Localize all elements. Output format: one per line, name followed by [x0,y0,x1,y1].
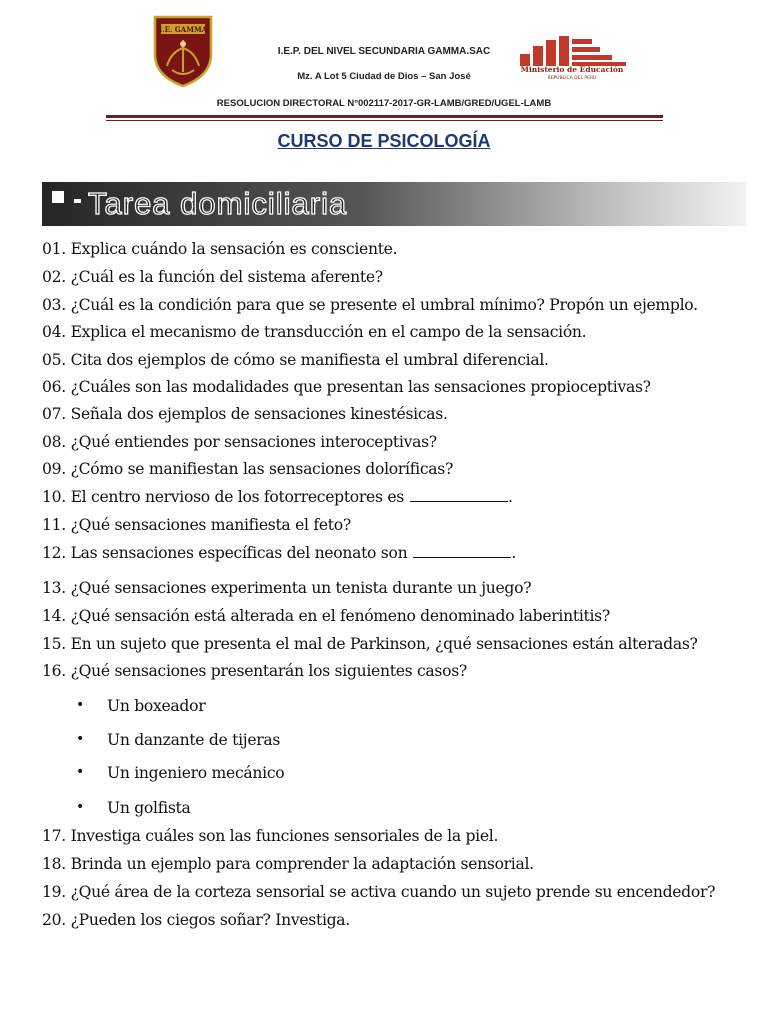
question-item: 14. ¿Qué sensación está alterada en el fenómeno denominado laberintitis? [42,607,610,625]
ministry-sub: REPÚBLICA DEL PERÚ [547,76,597,81]
dash-icon [74,199,81,203]
question-item: 04. Explica el mecanismo de transducción en el campo de la sensación. [42,323,587,341]
section-title: Tarea domiciliaria [88,186,348,221]
question-item: 01. Explica cuándo la sensación es consciente. [42,240,398,258]
square-bullet-icon [52,191,64,203]
question-item: 08. ¿Qué entiendes por sensaciones interoceptivas? [42,433,437,451]
question-item: 20. ¿Pueden los ciegos soñar? Investiga. [42,911,350,929]
answer-blank [410,501,508,502]
case-item: Un boxeador [107,697,206,715]
header-divider-thin [106,120,663,121]
logo-text: I.E. GAMMA [158,25,208,34]
question-item: 15. En un sujeto que presenta el mal de Parkinson, ¿qué sensaciones están alteradas? [42,635,698,653]
question-item: 11. ¿Qué sensaciones manifiesta el feto? [42,516,351,534]
question-item: 03. ¿Cuál es la condición para que se presente el umbral mínimo? Propón un ejemplo. [42,296,698,314]
question-item: 12. Las sensaciones específicas del neonato son . [42,544,516,562]
question-item: 17. Investiga cuáles son las funciones sensoriales de la piel. [42,827,499,845]
case-item: Un danzante de tijeras [107,731,281,749]
question-item: 07. Señala dos ejemplos de sensaciones kinestésicas. [42,405,448,423]
bullet-icon: • [76,764,85,780]
resolution-number: RESOLUCION DIRECTORAL N°002117-2017-GR-LAMB/GRED/UGEL-LAMB [216,98,552,109]
question-item: 10. El centro nervioso de los fotorreceptores es . [42,488,513,506]
question-item: 19. ¿Qué área de la corteza sensorial se activa cuando un sujeto prende su encendedor? [42,883,716,901]
school-address: Mz. A Lot 5 Ciudad de Dios – San José [297,71,471,82]
case-item: Un ingeniero mecánico [107,764,285,782]
question-item: 02. ¿Cuál es la función del sistema aferente? [42,268,383,286]
question-item: 05. Cita dos ejemplos de cómo se manifiesta el umbral diferencial. [42,351,549,369]
question-item: 16. ¿Qué sensaciones presentarán los siguientes casos? [42,662,467,680]
question-item: 06. ¿Cuáles son las modalidades que presentan las sensaciones propioceptivas? [42,378,651,396]
bullet-icon: • [76,731,85,747]
ministry-name: Ministerio de Educación [520,65,624,74]
case-item: Un golfista [107,799,191,817]
header-divider [106,115,663,118]
question-item: 18. Brinda un ejemplo para comprender la adaptación sensorial. [42,855,534,873]
answer-blank [413,557,511,558]
bullet-icon: • [76,799,85,815]
school-name: I.E.P. DEL NIVEL SECUNDARIA GAMMA.SAC [277,46,491,57]
ministry-logo [516,36,628,86]
course-title: CURSO DE PSICOLOGÍA [277,131,491,151]
question-item: 09. ¿Cómo se manifiestan las sensaciones doloríficas? [42,460,454,478]
question-item: 13. ¿Qué sensaciones experimenta un tenista durante un juego? [42,579,532,597]
bullet-icon: • [76,697,85,713]
